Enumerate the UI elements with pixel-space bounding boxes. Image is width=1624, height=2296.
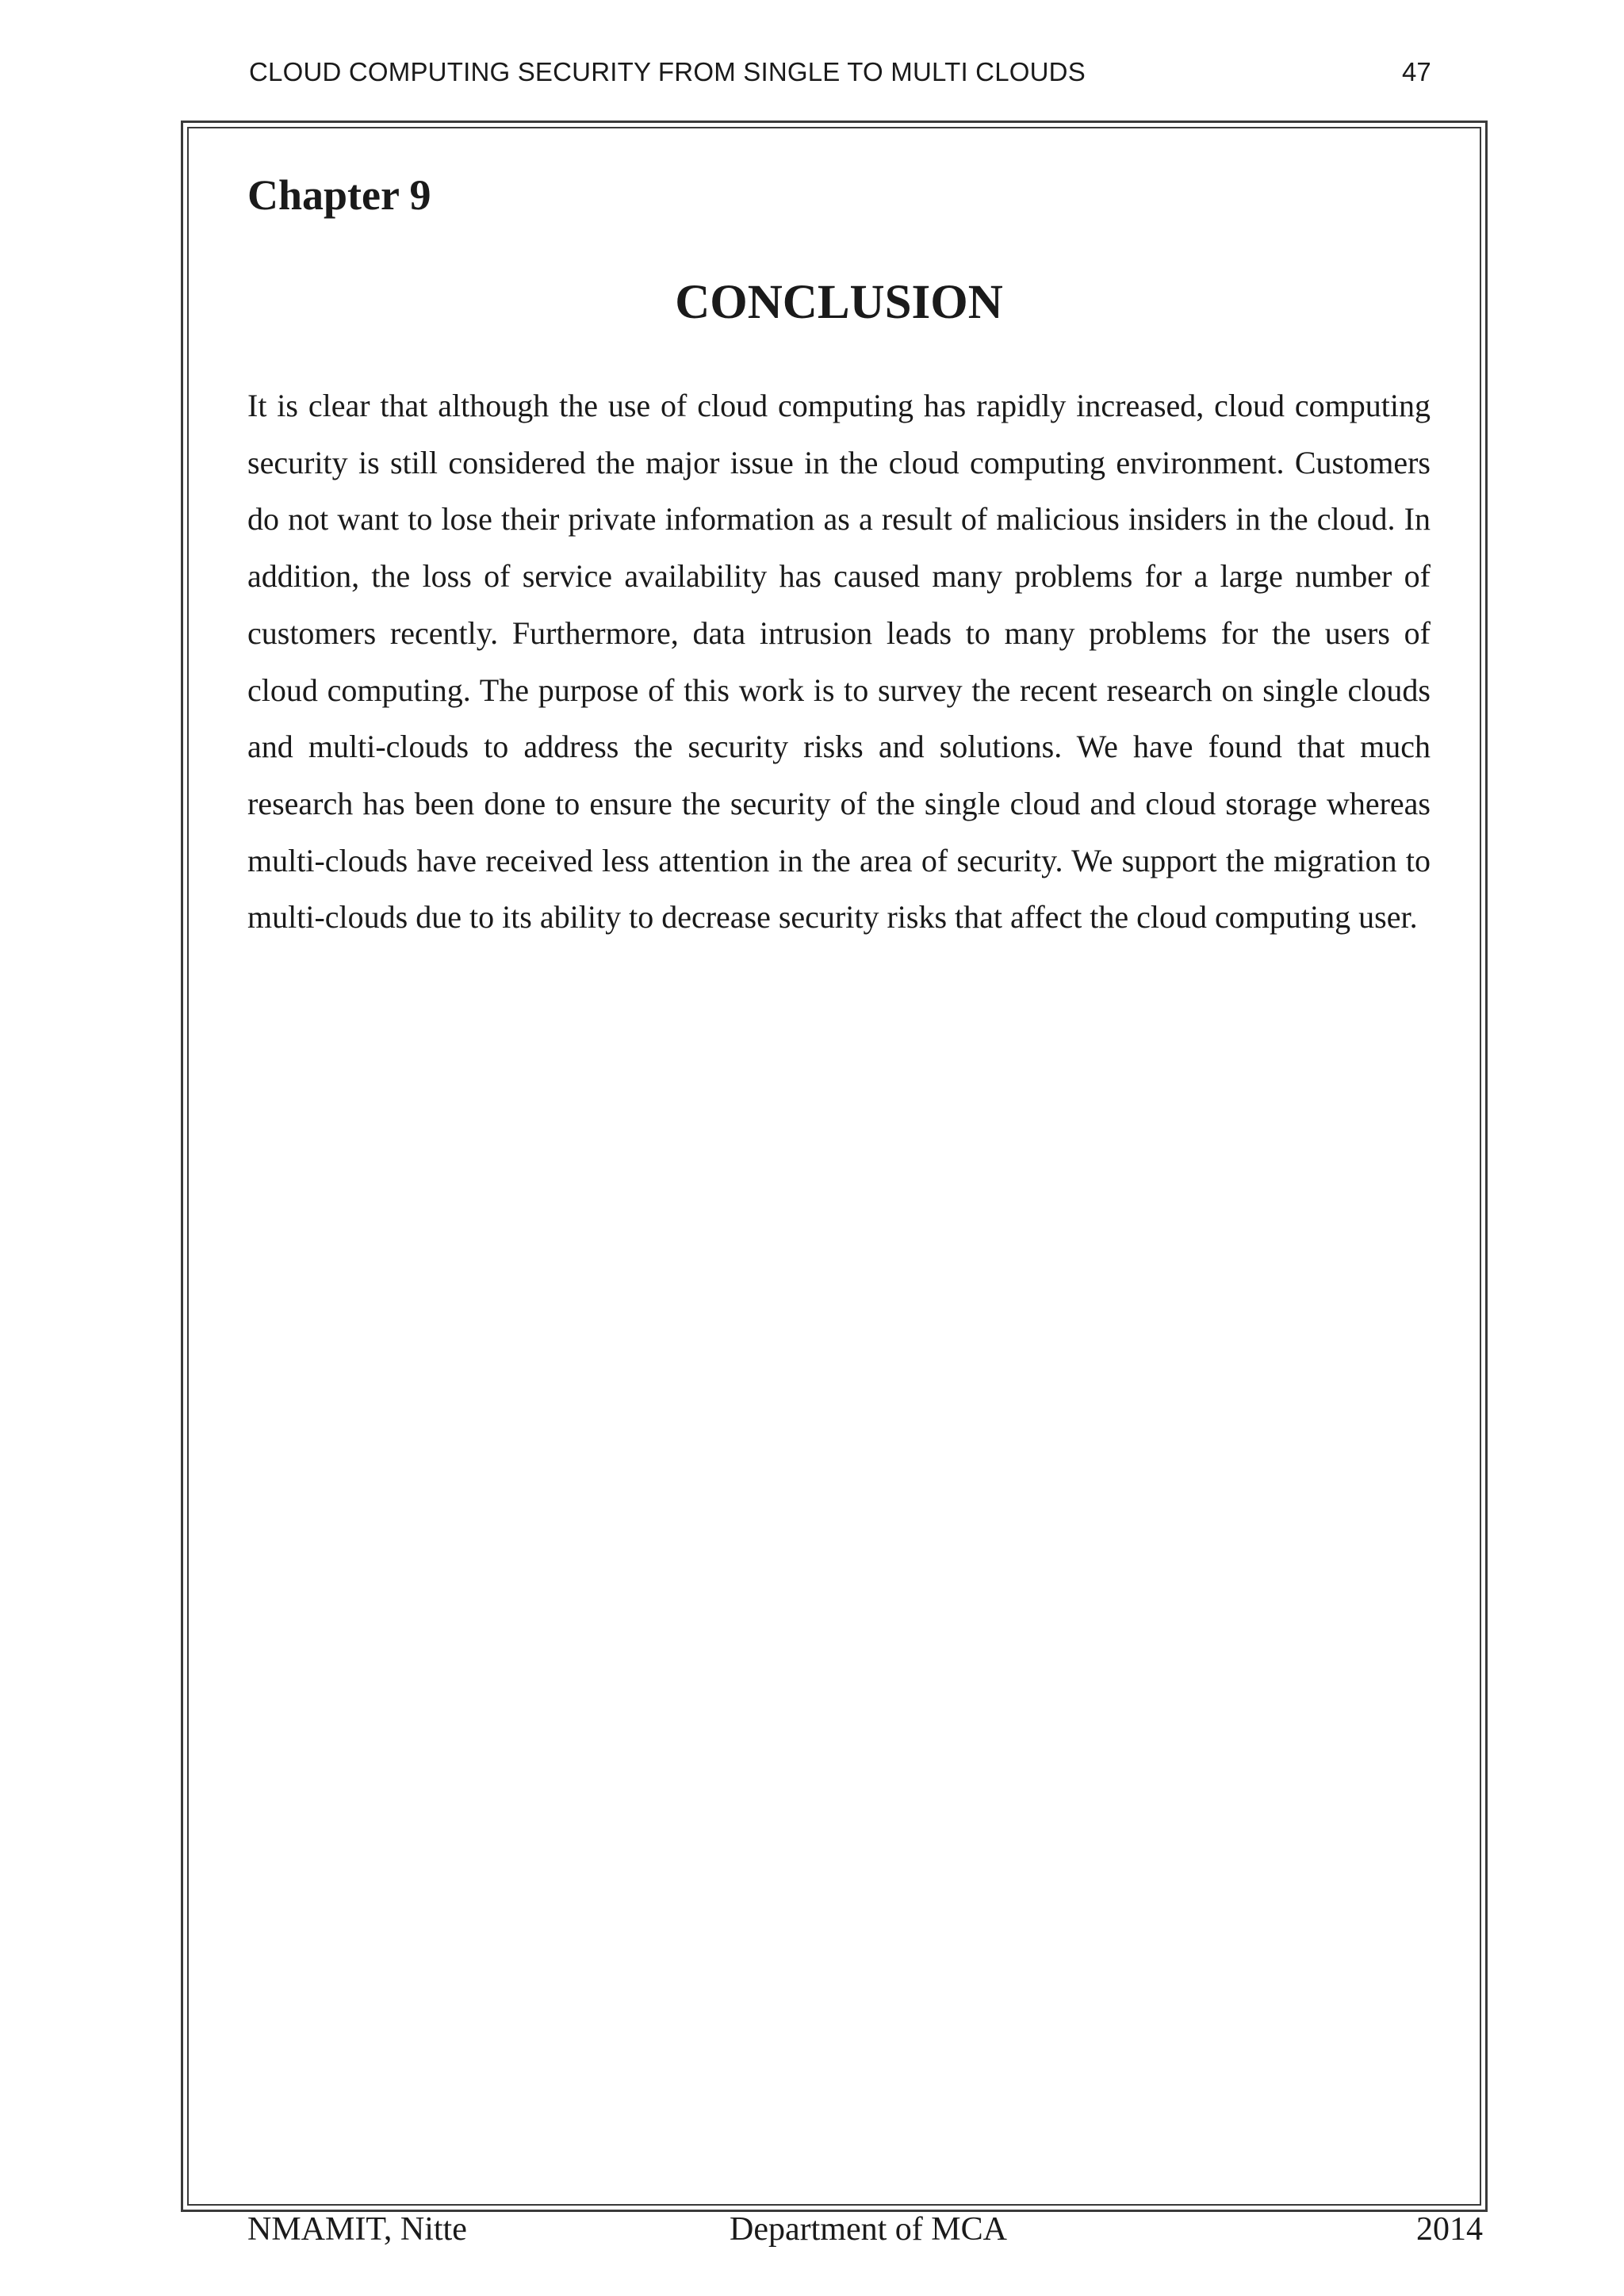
conclusion-paragraph: It is clear that although the use of cloud computing has rapidly increased, cloud computing security is still considered the major issue in the cloud computing environment. Customers do not want to lose their private information as a result of malicious insiders in the cloud. In addition, the loss of service availability has caused many problems for a large number of customers recently. Furthermore, data intrusion leads to many problems for the users of cloud computing. The purpose of this work is to survey the recent research on single clouds and multi-clouds to address the security risks and solutions. We have found that much research has been done to ensure the security of the single cloud and cloud storage whereas multi-clouds have received less attention in the area of security. We support the migration to multi-clouds due to its ability to decrease security risks that affect the cloud computing user.: [247, 388, 1431, 936]
footer-year: 2014: [1416, 2211, 1483, 2248]
footer-department: Department of MCA: [730, 2211, 1007, 2248]
chapter-label: Chapter 9: [247, 171, 431, 219]
footer-institution: NMAMIT, Nitte: [247, 2211, 467, 2248]
running-header-title: CLOUD COMPUTING SECURITY FROM SINGLE TO MULTI CLOUDS: [249, 57, 1086, 86]
chapter-title: CONCLUSION: [675, 276, 1003, 329]
page-number: 47: [1402, 57, 1431, 86]
